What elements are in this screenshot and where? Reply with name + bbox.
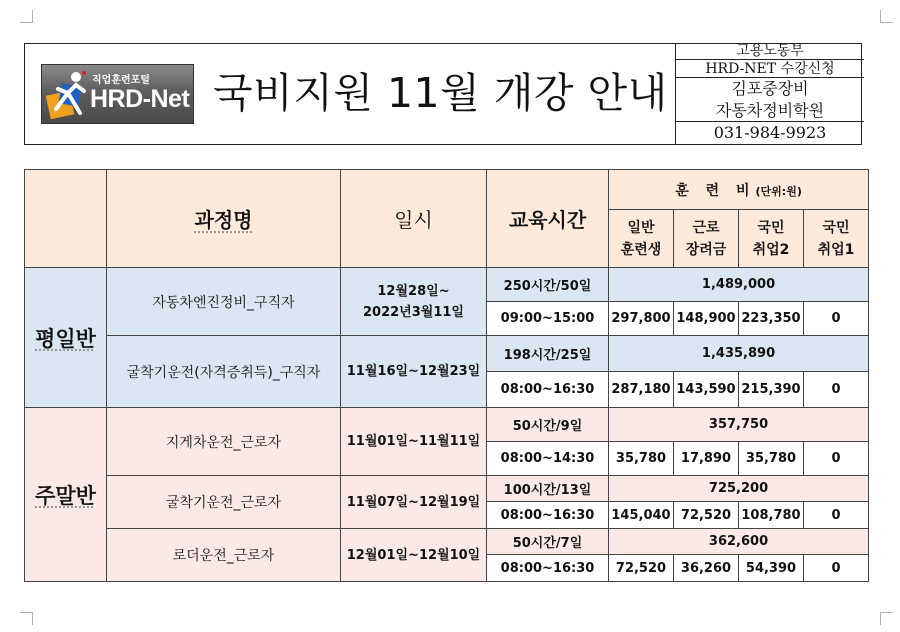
- fee-general: 145,040: [609, 502, 674, 529]
- course-time: 08:00~16:30: [487, 555, 609, 582]
- info-ministry: 고용노동부: [676, 43, 864, 60]
- fee-national1: 0: [804, 502, 869, 529]
- header-fee: [609, 170, 869, 210]
- corner-mark-top-left: [20, 10, 33, 23]
- info-academy-line2: 자동차정비학원: [715, 101, 825, 120]
- course-hours: 50시간/7일: [487, 529, 609, 555]
- course-name: 로더운전_근로자: [107, 529, 341, 582]
- course-hours: 50시간/9일: [487, 408, 609, 442]
- header-date: 일시: [341, 170, 487, 268]
- header-fee-worker: 근로 장려금: [674, 210, 739, 268]
- info-phone: 031-984-9923: [713, 123, 827, 142]
- header-course-name: 과정명: [107, 170, 341, 268]
- fee-national1: 0: [804, 555, 869, 582]
- fee-national2: 108,780: [739, 502, 804, 529]
- course-hours: 250시간/50일: [487, 268, 609, 302]
- course-hours: 198시간/25일: [487, 336, 609, 372]
- page-title: 국비지원 11월 개강 안내: [213, 69, 668, 117]
- fee-national2: 35,780: [739, 442, 804, 476]
- course-name: 지게차운전_근로자: [107, 408, 341, 476]
- fee-national1: 0: [804, 302, 869, 336]
- section-weekend: 주말반: [25, 408, 107, 582]
- fee-national1: 0: [804, 372, 869, 408]
- fee-worker: 36,260: [674, 555, 739, 582]
- course-name: 자동차엔진정비_구직자: [107, 268, 341, 336]
- course-name: 굴착기운전(자격증취득)_구직자: [107, 336, 341, 408]
- course-name: 굴착기운전_근로자: [107, 476, 341, 529]
- hrd-net-logo: [41, 64, 194, 124]
- fee-national2: 215,390: [739, 372, 804, 408]
- fee-general: 287,180: [609, 372, 674, 408]
- logo-subtitle: 직업훈련포털: [92, 75, 150, 86]
- fee-worker: 72,520: [674, 502, 739, 529]
- header-fee-national2: 국민 취업2: [739, 210, 804, 268]
- info-academy-line1: 김포중장비: [731, 79, 809, 98]
- course-total-fee: 1,435,890: [609, 336, 869, 372]
- course-time: 08:00~14:30: [487, 442, 609, 476]
- info-registration: HRD-NET 수강신청: [676, 60, 864, 78]
- course-time: 08:00~16:30: [487, 372, 609, 408]
- header-fee-general: 일반 훈련생: [609, 210, 674, 268]
- course-total-fee: 725,200: [609, 476, 869, 502]
- page-header: [24, 43, 862, 145]
- course-time: 08:00~16:30: [487, 502, 609, 529]
- fee-national2: 223,350: [739, 302, 804, 336]
- course-total-fee: 362,600: [609, 529, 869, 555]
- header-fee-unit: (단위:원): [755, 184, 802, 198]
- fee-national1: 0: [804, 442, 869, 476]
- header-hours: 교육시간: [487, 170, 609, 268]
- section-weekday: 평일반: [25, 268, 107, 408]
- course-date: 12월28일~ 2022년3월11일: [341, 268, 487, 336]
- course-date: 12월01일~12월10일: [341, 529, 487, 582]
- course-hours: 100시간/13일: [487, 476, 609, 502]
- header-section-blank: [25, 170, 107, 268]
- fee-worker: 17,890: [674, 442, 739, 476]
- course-total-fee: 357,750: [609, 408, 869, 442]
- info-box: [675, 43, 864, 145]
- course-date: 11월07일~12월19일: [341, 476, 487, 529]
- fee-worker: 143,590: [674, 372, 739, 408]
- fee-national2: 54,390: [739, 555, 804, 582]
- logo-wordmark: HRD-Net: [90, 85, 190, 113]
- header-fee-label: 훈 련 비: [675, 182, 756, 199]
- fee-worker: 148,900: [674, 302, 739, 336]
- info-academy: [676, 78, 864, 122]
- fee-general: 35,780: [609, 442, 674, 476]
- runner-icon: [46, 69, 90, 121]
- header-fee-national1: 국민 취업1: [804, 210, 869, 268]
- course-date: 11월16일~12월23일: [341, 336, 487, 408]
- corner-mark-bottom-left: [20, 612, 33, 625]
- course-date: 11월01일~11월11일: [341, 408, 487, 476]
- fee-general: 297,800: [609, 302, 674, 336]
- corner-mark-top-right: [880, 10, 893, 23]
- corner-mark-bottom-right: [880, 612, 893, 625]
- fee-general: 72,520: [609, 555, 674, 582]
- course-time: 09:00~15:00: [487, 302, 609, 336]
- course-total-fee: 1,489,000: [609, 268, 869, 302]
- course-table: [24, 169, 869, 582]
